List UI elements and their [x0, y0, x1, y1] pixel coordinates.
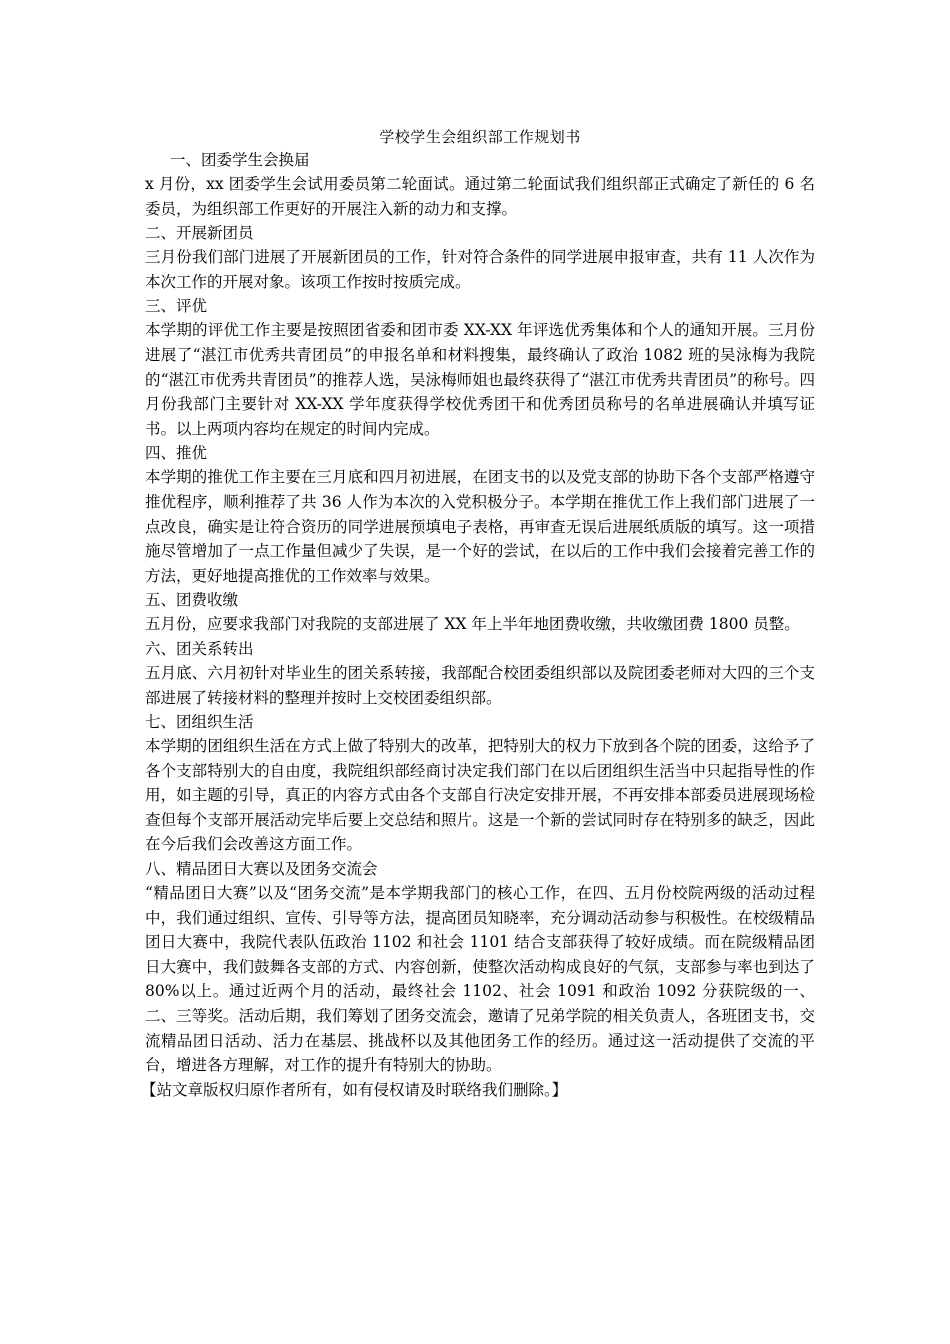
section-paragraph: 五月份，应要求我部门对我院的支部进展了 XX 年上半年地团费收缴，共收缴团费 1800 员整。: [145, 615, 800, 634]
section-5: [145, 588, 815, 637]
section-heading: 二、开展新团员: [145, 224, 254, 243]
copyright-notice: 【站文章版权归原作者所有，如有侵权请及时联络我们删除。】: [141, 1080, 568, 1099]
section-7: [145, 710, 815, 857]
section-heading: 八、精品团日大赛以及团务交流会: [145, 860, 378, 879]
section-8: [145, 857, 815, 1078]
section-3: [145, 294, 815, 441]
section-2: [145, 221, 815, 294]
section-heading: 六、团关系转出: [145, 639, 254, 658]
section-heading: 四、推优: [145, 444, 208, 463]
section-1: [145, 148, 815, 221]
section-paragraph: “精品团日大赛”以及“团务交流”是本学期我部门的核心工作，在四、五月份校院两级的活动过程中，我们通过组织、宣传、引导等方法，提高团员知晓率，充分调动活动参与积极性。在校级精品团日大赛中，我院代表队伍政治 1102 和社会 1101 结合支部获得了较好成绩。而在院级精品团日大赛中，我们鼓舞各支部的方式、内容创新，使整次活动构成良好的气氛，支部参与率也到达了 80%以上。通过近两个月的活动，最终社会 1102、社会 1091 和政治 1092 分获院级的一、二、三等奖。活动后期，我们筹划了团务交流会，邀请了兄弟学院的相关负责人，各班团支书，交流精品团日活动、活力在基层、挑战杯以及其他团务工作的经历。通过这一活动提供了交流的平台，增进各方理解，对工作的提升有特别大的协助。: [145, 884, 815, 1075]
section-heading: 一、团委学生会换届: [170, 151, 310, 169]
section-paragraph: 本学期的团组织生活在方式上做了特别大的改革，把特别大的权力下放到各个院的团委，这给予了各个支部特别大的自由度，我院组织部经商讨决定我们部门在以后团组织生活当中只起指导性的作用，如主题的引导，真正的内容方式由各个支部自行决定安排开展，不再安排本部委员进展现场检查但每个支部开展活动完毕后要上交总结和照片。这是一个新的尝试同时存在特别多的缺乏，因此在今后我们会改善这方面工作。: [145, 737, 815, 854]
section-4: [145, 441, 815, 588]
section-paragraph: 本学期的推优工作主要在三月底和四月初进展，在团支书的以及党支部的协助下各个支部严格遵守推优程序，顺利推荐了共 36 人作为本次的入党积极分子。本学期在推优工作上我们部门进展了一点改良，确实是让符合资历的同学进展预填电子表格，再审查无误后进展纸质版的填写。这一项措施尽管增加了一点工作量但减少了失误，是一个好的尝试，在以后的工作中我们会接着完善工作的方法，更好地提高推优的工作效率与效果。: [145, 468, 815, 585]
section-paragraph: 本学期的评优工作主要是按照团省委和团市委 XX-XX 年评选优秀集体和个人的通知开展。三月份进展了“湛江市优秀共青团员”的申报名单和材料搜集，最终确认了政治 1082 班的吴泳梅为我院的“湛江市优秀共青团员”的推荐人选，吴泳梅师姐也最终获得了“湛江市优秀共青团员”的称号。四月份我部门主要针对 XX-XX 学年度获得学校优秀团干和优秀团员称号的名单进展确认并填写证书。以上两项内容均在规定的时间内完成。: [145, 321, 815, 438]
section-paragraph: 五月底、六月初针对毕业生的团关系转接，我部配合校团委组织部以及院团委老师对大四的三个支部进展了转接材料的整理并按时上交校团委组织部。: [145, 663, 815, 707]
section-heading: 七、团组织生活: [145, 713, 254, 732]
section-paragraph: x 月份，xx 团委学生会试用委员第二轮面试。通过第二轮面试我们组织部正式确定了新任的 6 名委员，为组织部工作更好的开展注入新的动力和支撑。: [145, 175, 815, 218]
section-6: [145, 637, 815, 710]
section-paragraph: 三月份我们部门进展了开展新团员的工作，针对符合条件的同学进展申报审查，共有 11 人次作为本次工作的开展对象。该项工作按时按质完成。: [145, 248, 815, 291]
section-heading: 五、团费收缴: [145, 591, 239, 610]
document-page: [141, 126, 815, 1102]
section-heading: 三、评优: [145, 297, 208, 316]
document-title: 学校学生会组织部工作规划书: [379, 128, 581, 146]
